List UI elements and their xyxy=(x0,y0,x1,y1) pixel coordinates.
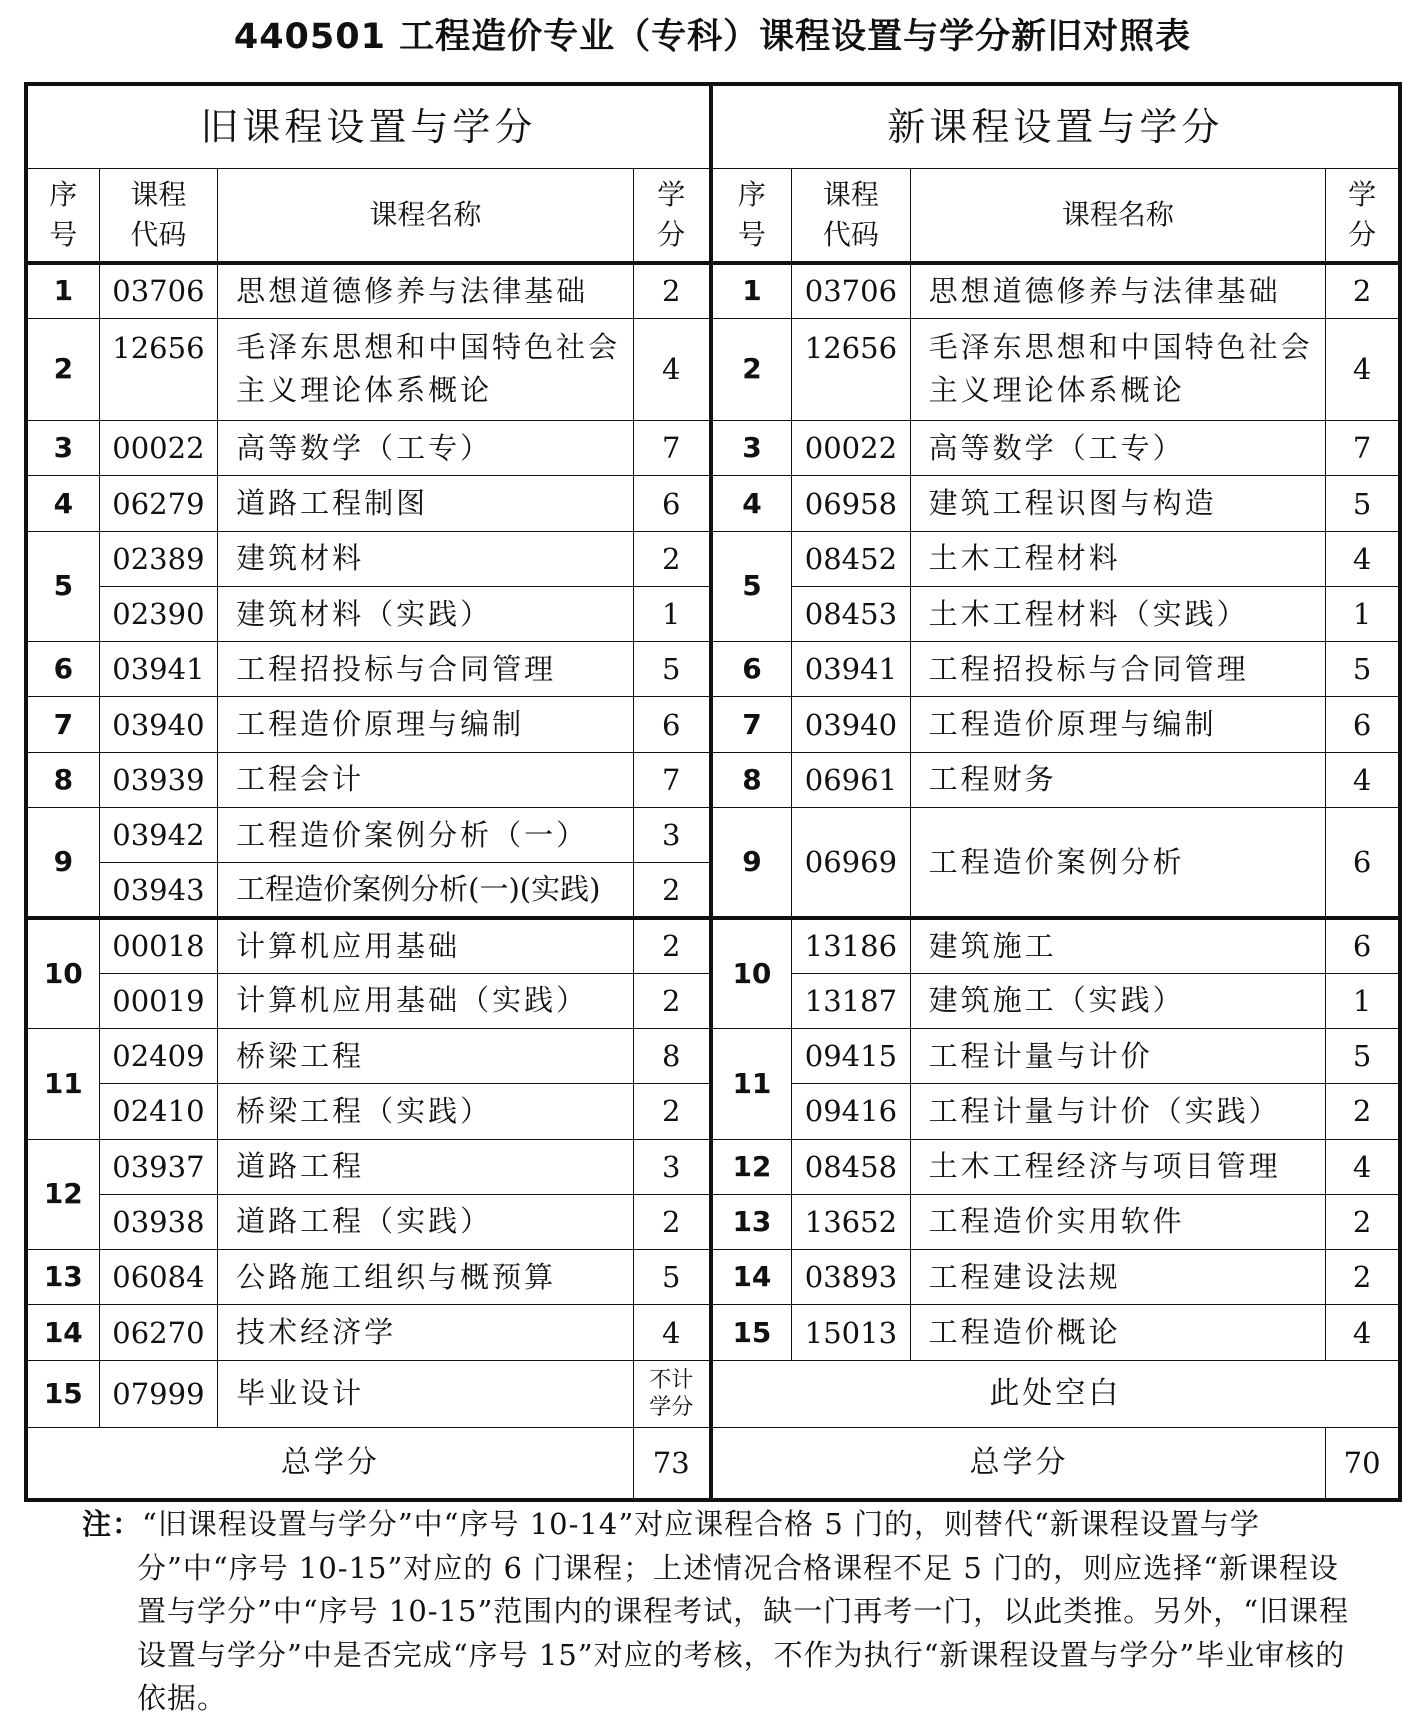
old-code: 03943 xyxy=(99,863,218,918)
old-seq-header: 序 号 xyxy=(26,168,99,262)
table-row xyxy=(26,807,1400,862)
new-seq: 8 xyxy=(711,752,792,807)
table-row xyxy=(26,421,1400,476)
new-credit: 1 xyxy=(1326,973,1400,1028)
new-seq: 1 xyxy=(711,263,792,318)
new-code: 06958 xyxy=(792,476,911,531)
old-code: 03942 xyxy=(99,807,218,862)
old-credit: 2 xyxy=(633,973,711,1028)
new-code: 12656 xyxy=(792,318,911,421)
new-credit: 7 xyxy=(1326,421,1400,476)
new-name: 思想道德修养与法律基础 xyxy=(910,263,1326,318)
old-name: 工程造价原理与编制 xyxy=(218,697,634,752)
old-credit-header: 学 分 xyxy=(633,168,711,262)
new-credit: 5 xyxy=(1326,476,1400,531)
blank-cell: 此处空白 xyxy=(711,1360,1400,1427)
new-credit: 2 xyxy=(1326,1084,1400,1139)
table-row xyxy=(26,642,1400,697)
old-seq: 2 xyxy=(26,318,99,421)
totals-row xyxy=(26,1427,1400,1500)
footnote xyxy=(82,1503,1367,1721)
old-credit-not-counted: 不计 学分 xyxy=(633,1360,711,1427)
old-seq: 10 xyxy=(26,918,99,1029)
old-section-header: 旧课程设置与学分 xyxy=(26,84,711,168)
old-name: 工程造价案例分析(一)(实践) xyxy=(218,863,634,918)
new-code: 06969 xyxy=(792,807,911,918)
old-seq: 13 xyxy=(26,1250,99,1305)
old-code: 07999 xyxy=(99,1360,218,1427)
new-credit: 2 xyxy=(1326,1194,1400,1249)
new-name: 土木工程材料（实践） xyxy=(910,586,1326,641)
old-seq: 4 xyxy=(26,476,99,531)
old-credit: 2 xyxy=(633,1194,711,1249)
new-code: 03893 xyxy=(792,1250,911,1305)
footnote-prefix: 注： xyxy=(82,1507,143,1541)
new-code: 00022 xyxy=(792,421,911,476)
old-seq: 15 xyxy=(26,1360,99,1427)
old-code: 03940 xyxy=(99,697,218,752)
new-name: 高等数学（工专） xyxy=(910,421,1326,476)
new-credit: 1 xyxy=(1326,586,1400,641)
new-code: 03940 xyxy=(792,697,911,752)
new-seq: 10 xyxy=(711,918,792,1029)
old-credit: 2 xyxy=(633,531,711,586)
new-seq: 14 xyxy=(711,1250,792,1305)
new-name-header: 课程名称 xyxy=(910,168,1326,262)
column-header-row xyxy=(26,168,1400,262)
old-seq: 5 xyxy=(26,531,99,642)
old-seq: 12 xyxy=(26,1139,99,1250)
old-credit: 8 xyxy=(633,1029,711,1084)
new-name: 工程造价概论 xyxy=(910,1305,1326,1360)
new-name: 工程招投标与合同管理 xyxy=(910,642,1326,697)
old-code: 02410 xyxy=(99,1084,218,1139)
old-code-header: 课程 代码 xyxy=(99,168,218,262)
old-code: 06270 xyxy=(99,1305,218,1360)
new-code: 15013 xyxy=(792,1305,911,1360)
old-name: 毕业设计 xyxy=(218,1360,634,1427)
new-credit: 5 xyxy=(1326,1029,1400,1084)
old-seq: 11 xyxy=(26,1029,99,1140)
new-credit: 4 xyxy=(1326,1305,1400,1360)
new-total-label: 总学分 xyxy=(711,1427,1326,1500)
old-seq: 1 xyxy=(26,263,99,318)
old-credit: 5 xyxy=(633,642,711,697)
table-row xyxy=(26,918,1400,973)
page-title: 440501 工程造价专业（专科）课程设置与学分新旧对照表 xyxy=(233,17,1192,57)
old-seq: 6 xyxy=(26,642,99,697)
new-name: 工程建设法规 xyxy=(910,1250,1326,1305)
old-code: 00022 xyxy=(99,421,218,476)
old-name: 高等数学（工专） xyxy=(218,421,634,476)
new-credit-header: 学 分 xyxy=(1326,168,1400,262)
course-comparison-table xyxy=(24,82,1402,1502)
old-credit: 6 xyxy=(633,697,711,752)
new-code: 08453 xyxy=(792,586,911,641)
new-credit: 2 xyxy=(1326,1250,1400,1305)
old-credit: 2 xyxy=(633,1084,711,1139)
old-name: 桥梁工程 xyxy=(218,1029,634,1084)
new-name: 毛泽东思想和中国特色社会主义理论体系概论 xyxy=(910,318,1326,421)
old-credit: 1 xyxy=(633,586,711,641)
new-section-header: 新课程设置与学分 xyxy=(711,84,1400,168)
new-name: 建筑工程识图与构造 xyxy=(910,476,1326,531)
table-row xyxy=(26,263,1400,318)
old-name: 道路工程制图 xyxy=(218,476,634,531)
old-credit: 4 xyxy=(633,318,711,421)
old-seq: 7 xyxy=(26,697,99,752)
old-name: 工程会计 xyxy=(218,752,634,807)
old-name: 思想道德修养与法律基础 xyxy=(218,263,634,318)
new-name: 土木工程经济与项目管理 xyxy=(910,1139,1326,1194)
new-seq: 4 xyxy=(711,476,792,531)
old-code: 06279 xyxy=(99,476,218,531)
new-name: 建筑施工（实践） xyxy=(910,973,1326,1028)
new-code: 08458 xyxy=(792,1139,911,1194)
old-credit: 2 xyxy=(633,863,711,918)
old-credit: 7 xyxy=(633,752,711,807)
new-seq: 11 xyxy=(711,1029,792,1140)
new-code: 13652 xyxy=(792,1194,911,1249)
old-code: 06084 xyxy=(99,1250,218,1305)
old-total-value: 73 xyxy=(633,1427,711,1500)
old-credit: 7 xyxy=(633,421,711,476)
old-credit: 3 xyxy=(633,1139,711,1194)
new-seq: 3 xyxy=(711,421,792,476)
new-name: 工程财务 xyxy=(910,752,1326,807)
old-name: 技术经济学 xyxy=(218,1305,634,1360)
old-name: 建筑材料（实践） xyxy=(218,586,634,641)
old-name: 工程造价案例分析（一） xyxy=(218,807,634,862)
old-total-label: 总学分 xyxy=(26,1427,633,1500)
new-credit: 4 xyxy=(1326,318,1400,421)
old-name: 工程招投标与合同管理 xyxy=(218,642,634,697)
table-row xyxy=(26,697,1400,752)
new-seq: 7 xyxy=(711,697,792,752)
new-seq: 12 xyxy=(711,1139,792,1194)
old-code: 02389 xyxy=(99,531,218,586)
old-seq: 3 xyxy=(26,421,99,476)
old-name: 桥梁工程（实践） xyxy=(218,1084,634,1139)
old-name: 计算机应用基础（实践） xyxy=(218,973,634,1028)
new-code: 08452 xyxy=(792,531,911,586)
old-credit: 2 xyxy=(633,263,711,318)
table-row xyxy=(26,752,1400,807)
table-row xyxy=(26,318,1400,421)
new-name: 工程计量与计价（实践） xyxy=(910,1084,1326,1139)
new-seq: 15 xyxy=(711,1305,792,1360)
new-total-value: 70 xyxy=(1326,1427,1400,1500)
table-row xyxy=(26,1029,1400,1084)
old-seq: 8 xyxy=(26,752,99,807)
footnote-text: “旧课程设置与学分”中“序号 10-14”对应课程合格 5 门的，则替代“新课程设置与学分”中“序号 10-15”对应的 6 门课程；上述情况合格课程不足 5 门的，则应选择“新课程设置与学分”中“序号 10-15”范围内的课程考试，缺一门再考一门，以此类推。另外，“旧课程设置与学分”中是否完成“序号 15”对应的考核，不作为执行“新课程设置与学分”毕业审核的依据。 xyxy=(137,1507,1350,1715)
new-name: 建筑施工 xyxy=(910,918,1326,973)
new-code: 09415 xyxy=(792,1029,911,1084)
old-code: 00019 xyxy=(99,973,218,1028)
table-row xyxy=(26,476,1400,531)
old-code: 02409 xyxy=(99,1029,218,1084)
old-name-header: 课程名称 xyxy=(218,168,634,262)
new-credit: 6 xyxy=(1326,807,1400,918)
new-code: 03941 xyxy=(792,642,911,697)
new-credit: 4 xyxy=(1326,531,1400,586)
old-name: 道路工程 xyxy=(218,1139,634,1194)
new-credit: 4 xyxy=(1326,1139,1400,1194)
old-code: 03939 xyxy=(99,752,218,807)
old-credit: 6 xyxy=(633,476,711,531)
table-row xyxy=(26,531,1400,586)
table-row xyxy=(26,1194,1400,1249)
table-row xyxy=(26,1139,1400,1194)
old-name: 建筑材料 xyxy=(218,531,634,586)
new-credit: 6 xyxy=(1326,918,1400,973)
old-code: 03938 xyxy=(99,1194,218,1249)
new-code: 09416 xyxy=(792,1084,911,1139)
new-name: 土木工程材料 xyxy=(910,531,1326,586)
new-name: 工程造价案例分析 xyxy=(910,807,1326,918)
new-code: 13186 xyxy=(792,918,911,973)
new-name: 工程造价实用软件 xyxy=(910,1194,1326,1249)
new-code: 13187 xyxy=(792,973,911,1028)
table-row xyxy=(26,1250,1400,1305)
old-credit: 2 xyxy=(633,918,711,973)
old-credit: 5 xyxy=(633,1250,711,1305)
old-name: 计算机应用基础 xyxy=(218,918,634,973)
old-seq: 9 xyxy=(26,807,99,918)
new-credit: 5 xyxy=(1326,642,1400,697)
new-name: 工程造价原理与编制 xyxy=(910,697,1326,752)
old-credit: 4 xyxy=(633,1305,711,1360)
new-credit: 6 xyxy=(1326,697,1400,752)
new-credit: 4 xyxy=(1326,752,1400,807)
old-code: 03706 xyxy=(99,263,218,318)
new-seq: 2 xyxy=(711,318,792,421)
table-row xyxy=(26,1360,1400,1427)
new-name: 工程计量与计价 xyxy=(910,1029,1326,1084)
new-seq: 6 xyxy=(711,642,792,697)
new-credit: 2 xyxy=(1326,263,1400,318)
old-seq: 14 xyxy=(26,1305,99,1360)
old-name: 毛泽东思想和中国特色社会主义理论体系概论 xyxy=(218,318,634,421)
old-code: 03941 xyxy=(99,642,218,697)
new-seq: 13 xyxy=(711,1194,792,1249)
table-row xyxy=(26,1305,1400,1360)
old-code: 03937 xyxy=(99,1139,218,1194)
old-name: 公路施工组织与概预算 xyxy=(218,1250,634,1305)
new-code: 06961 xyxy=(792,752,911,807)
new-code: 03706 xyxy=(792,263,911,318)
old-code: 02390 xyxy=(99,586,218,641)
old-name: 道路工程（实践） xyxy=(218,1194,634,1249)
new-seq: 9 xyxy=(711,807,792,918)
new-seq-header: 序 号 xyxy=(711,168,792,262)
old-code: 12656 xyxy=(99,318,218,421)
new-seq: 5 xyxy=(711,531,792,642)
old-credit: 3 xyxy=(633,807,711,862)
new-code-header: 课程 代码 xyxy=(792,168,911,262)
old-code: 00018 xyxy=(99,918,218,973)
